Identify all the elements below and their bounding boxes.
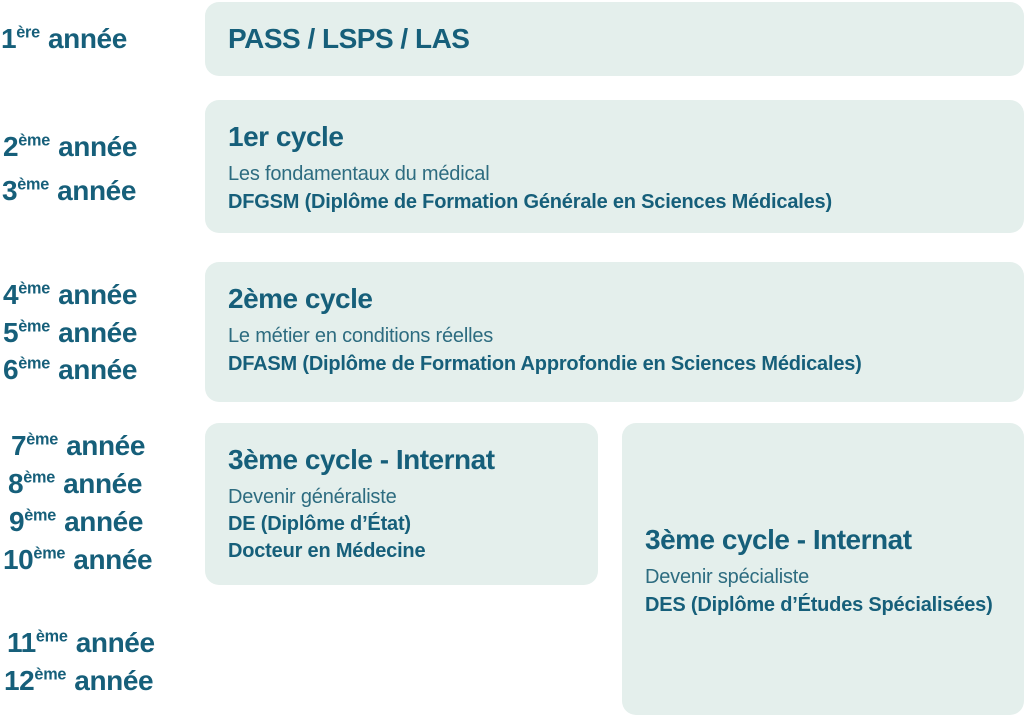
year-label-7: 7ème année xyxy=(11,430,146,461)
card-3eme-cycle-specialiste-diploma: DES (Diplôme d’Études Spécialisées) xyxy=(645,594,993,616)
year-label-4: 4ème année xyxy=(3,279,138,310)
card-3eme-cycle-specialiste-title: 3ème cycle - Internat xyxy=(645,524,912,555)
year-label-9: 9ème année xyxy=(9,506,144,537)
card-1er-cycle-title: 1er cycle xyxy=(228,121,344,152)
year-label-12: 12ème année xyxy=(4,665,154,696)
year-label-8: 8ème année xyxy=(8,468,143,499)
card-1er-cycle xyxy=(205,100,1024,233)
card-3eme-cycle-generaliste-diploma-line2: Docteur en Médecine xyxy=(228,540,426,562)
card-2eme-cycle-diploma: DFASM (Diplôme de Formation Approfondie en Sciences Médicales) xyxy=(228,353,862,375)
card-3eme-cycle-specialiste xyxy=(622,423,1024,715)
card-2eme-cycle-subtitle: Le métier en conditions réelles xyxy=(228,325,494,347)
year-label-5: 5ème année xyxy=(3,317,138,348)
card-3eme-cycle-generaliste xyxy=(205,423,598,585)
card-3eme-cycle-generaliste-diploma-line1: DE (Diplôme d’État) xyxy=(228,513,411,535)
year-label-10: 10ème année xyxy=(3,544,153,575)
card-3eme-cycle-specialiste-subtitle: Devenir spécialiste xyxy=(645,566,810,588)
year-label-3: 3ème année xyxy=(2,175,137,206)
year-label-1: 1ère année xyxy=(1,23,127,54)
year-label-2: 2ème année xyxy=(3,131,138,162)
card-2eme-cycle-title: 2ème cycle xyxy=(228,283,373,314)
card-3eme-cycle-generaliste-subtitle: Devenir généraliste xyxy=(228,486,397,508)
year-label-11: 11ème année xyxy=(7,627,155,658)
card-1er-cycle-subtitle: Les fondamentaux du médical xyxy=(228,163,490,185)
card-pass-lsps-las xyxy=(205,2,1024,76)
year-label-6: 6ème année xyxy=(3,354,138,385)
card-1er-cycle-diploma: DFGSM (Diplôme de Formation Générale en Sciences Médicales) xyxy=(228,191,832,213)
card-pass-title: PASS / LSPS / LAS xyxy=(228,23,470,54)
card-2eme-cycle xyxy=(205,262,1024,402)
card-3eme-cycle-generaliste-title: 3ème cycle - Internat xyxy=(228,444,495,475)
